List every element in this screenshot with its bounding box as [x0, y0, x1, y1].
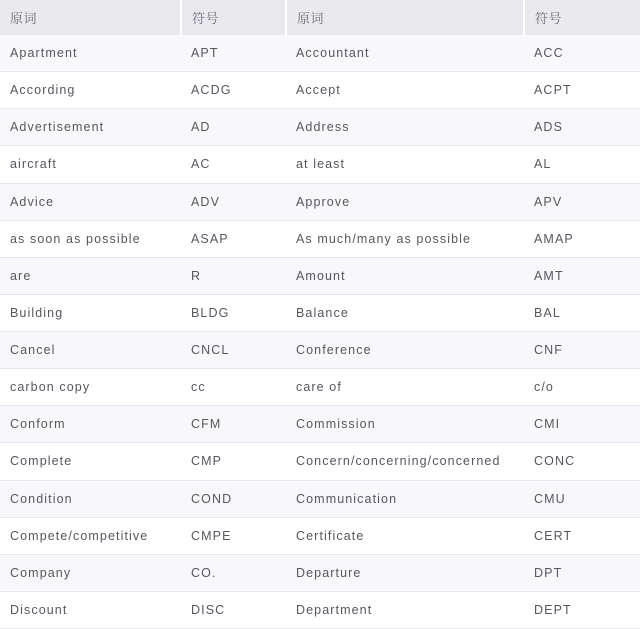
cell-symbol-2: DPT — [524, 554, 640, 591]
cell-symbol-2: AL — [524, 146, 640, 183]
cell-symbol-2: DEPT — [524, 591, 640, 628]
cell-symbol-2: ACPT — [524, 72, 640, 109]
column-header-symbol-1: 符号 — [181, 0, 286, 35]
cell-original-term-1: are — [0, 257, 181, 294]
table-header — [0, 0, 640, 35]
cell-original-term-1: Conform — [0, 406, 181, 443]
table-row — [0, 35, 640, 72]
table-row — [0, 257, 640, 294]
cell-symbol-1: CNCL — [181, 332, 286, 369]
cell-symbol-2: APV — [524, 183, 640, 220]
cell-original-term-2: Approve — [286, 183, 524, 220]
cell-original-term-1: Advertisement — [0, 109, 181, 146]
cell-original-term-1: Building — [0, 294, 181, 331]
cell-symbol-1: AD — [181, 109, 286, 146]
cell-symbol-1: COND — [181, 480, 286, 517]
cell-original-term-2: Commission — [286, 406, 524, 443]
cell-original-term-2: Concern/concerning/concerned — [286, 443, 524, 480]
cell-symbol-1: BLDG — [181, 294, 286, 331]
cell-symbol-1: CFM — [181, 406, 286, 443]
cell-original-term-1: According — [0, 72, 181, 109]
column-header-original-2: 原词 — [286, 0, 524, 35]
cell-original-term-1: Compete/competitive — [0, 517, 181, 554]
cell-symbol-1: ADV — [181, 183, 286, 220]
cell-symbol-1: CO. — [181, 554, 286, 591]
table-row — [0, 406, 640, 443]
table-row — [0, 591, 640, 628]
cell-original-term-2: Certificate — [286, 517, 524, 554]
cell-original-term-2: care of — [286, 369, 524, 406]
cell-symbol-2: AMT — [524, 257, 640, 294]
cell-symbol-2: CERT — [524, 517, 640, 554]
cell-symbol-2: CONC — [524, 443, 640, 480]
cell-symbol-2: CMU — [524, 480, 640, 517]
table-row — [0, 220, 640, 257]
cell-symbol-2: CNF — [524, 332, 640, 369]
cell-original-term-1: Cancel — [0, 332, 181, 369]
cell-symbol-1: CMP — [181, 443, 286, 480]
cell-symbol-2: BAL — [524, 294, 640, 331]
cell-symbol-1: R — [181, 257, 286, 294]
cell-original-term-1: Company — [0, 554, 181, 591]
cell-original-term-1: as soon as possible — [0, 220, 181, 257]
cell-symbol-2: ADS — [524, 109, 640, 146]
cell-symbol-1: ASAP — [181, 220, 286, 257]
cell-original-term-2: Departure — [286, 554, 524, 591]
cell-symbol-2: ACC — [524, 35, 640, 72]
cell-original-term-2: at least — [286, 146, 524, 183]
cell-original-term-2: Accept — [286, 72, 524, 109]
table-row — [0, 443, 640, 480]
cell-original-term-2: Balance — [286, 294, 524, 331]
table-row — [0, 146, 640, 183]
cell-symbol-1: cc — [181, 369, 286, 406]
table-body — [0, 35, 640, 629]
table-row — [0, 554, 640, 591]
cell-original-term-1: aircraft — [0, 146, 181, 183]
cell-symbol-2: CMI — [524, 406, 640, 443]
column-header-original-1: 原词 — [0, 0, 181, 35]
cell-symbol-2: AMAP — [524, 220, 640, 257]
cell-symbol-1: DISC — [181, 591, 286, 628]
cell-original-term-1: Discount — [0, 591, 181, 628]
cell-original-term-2: Amount — [286, 257, 524, 294]
table-row — [0, 72, 640, 109]
cell-original-term-1: carbon copy — [0, 369, 181, 406]
cell-original-term-2: Conference — [286, 332, 524, 369]
table-header-row — [0, 0, 640, 35]
cell-original-term-2: Communication — [286, 480, 524, 517]
cell-symbol-1: ACDG — [181, 72, 286, 109]
cell-symbol-1: APT — [181, 35, 286, 72]
cell-original-term-2: Accountant — [286, 35, 524, 72]
table-row — [0, 183, 640, 220]
cell-original-term-2: Address — [286, 109, 524, 146]
cell-symbol-1: AC — [181, 146, 286, 183]
table-row — [0, 480, 640, 517]
cell-original-term-1: Advice — [0, 183, 181, 220]
table-row — [0, 294, 640, 331]
column-header-symbol-2: 符号 — [524, 0, 640, 35]
cell-original-term-1: Complete — [0, 443, 181, 480]
table-row — [0, 517, 640, 554]
table-row — [0, 109, 640, 146]
table-row — [0, 369, 640, 406]
cell-original-term-2: Department — [286, 591, 524, 628]
cell-symbol-2: c/o — [524, 369, 640, 406]
cell-original-term-1: Condition — [0, 480, 181, 517]
cell-original-term-1: Apartment — [0, 35, 181, 72]
cell-original-term-2: As much/many as possible — [286, 220, 524, 257]
table-row — [0, 332, 640, 369]
cell-symbol-1: CMPE — [181, 517, 286, 554]
